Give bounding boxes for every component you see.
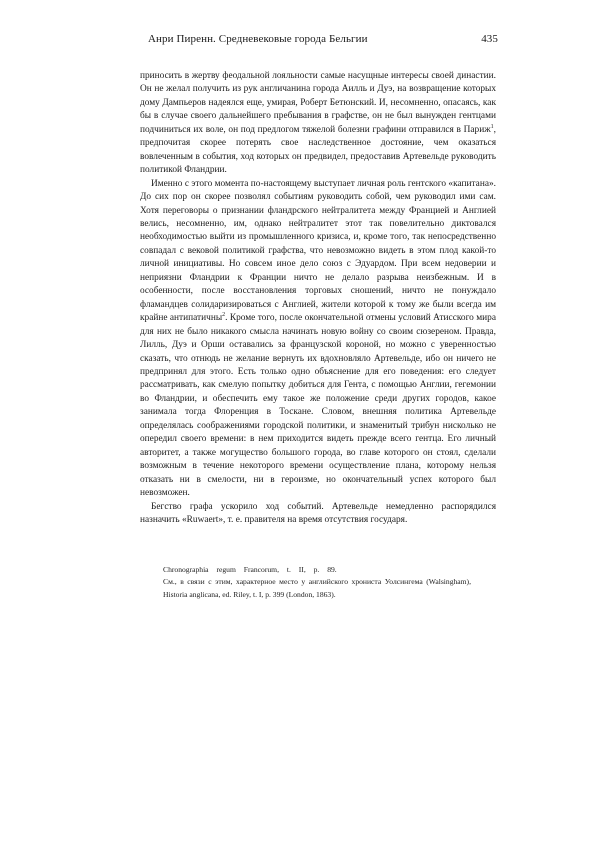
footnote-1: Chronographia regum Francorum, t. II, p. 89. [163, 565, 337, 574]
footnote-2: См., в связи с этим, характерное место у английского хрониста Уолсингема (Walsingham), Historia anglicana, ed. Riley, t. I, p. 399 (London, 1863). [163, 577, 471, 599]
footnote-ref-2: 2 [222, 312, 226, 319]
main-text [140, 70, 496, 527]
page-number: 435 [481, 33, 498, 45]
running-title: Анри Пиренн. Средневековые города Бельгии [148, 33, 368, 45]
paragraph-1 [140, 70, 496, 178]
paragraph-3: Бегство графа ускорило ход событий. Артевельде немедленно распорядился назначить «Ruwaert», т. е. правителя на время отсутствия государя. [140, 501, 496, 525]
footnote-ref-1: 1 [490, 123, 494, 130]
paragraph-2 [140, 178, 496, 501]
paragraph-1-text-b: , предпочитая скорее потерять свое наследственное достояние, чем оказаться вовлеченным в события, ход которых он предвидел, предоставив Артевельде руководить политикой Фландрии. [140, 124, 496, 176]
footnotes [163, 564, 471, 601]
page-header [148, 33, 498, 45]
paragraph-2-text-b: . Кроме того, после окончательной отмены условий Атисского мира для них не было никакого смысла начинать новую войну со своим сюзереном. Правда, Лилль, Дуэ и Орши оставались за французской короной, но можно с уверенностью сказать, что отнюдь не желание вернуть их вдохновляло Артевельде, ибо он ничего не предпринял для этого. Есть только одно объяснение для его поведения: его следует рассматривать, как смелую попытку добиться для Гента, с помощью Англии, гегемонии во Фландрии, и обеспечить ему такое же положение среди других городов, какое занимала тогда Флоренция в Тоскане. Словом, внешняя политика Артевельде определялась соображениями городской политики, и знаменитый трибун нисколько не опередил своего времени: в нем приходится видеть прежде всего гентца. Его личный авторитет, а также могущество большого города, во главе которого он стоял, сделали возможным в течение некоторого времени осуществление плана, которому нельзя отказать ни в смелости, ни в героизме, но окончательный успех которого был невозможен. [140, 313, 496, 499]
paragraph-2-text-a: Именно с этого момента по-настоящему выступает личная роль гентского «капитана». До сих пор он скорее позволял событиям руководить собой, чем руководил ими сам. Хотя переговоры о признании фландрского нейтралитета между Францией и Англией велись, несомненно, им, однако нейтралитет этот так повелительно диктовался необходимостью выйти из промышленного кризиса, и, кроме того, так непосредственно совпадал с вековой политикой графства, что невозможно видеть в этом плод какой-то личной инициативы. Но совсем иное дело союз с Эдуардом. При всем недоверии и неприязни Фландрии к Франции ничто не делало разрыва неизбежным. И в особенности, после восстановления торговых сношений, ничто не понуждало фламандцев солидаризироваться с Англией, жители которой к тому же были всегда им крайне антипатичны [140, 178, 496, 324]
paragraph-1-text-a: приносить в жертву феодальной лояльности самые насущные интересы своей династии. Он не желал получить из рук англичанина города Аилль и Дуэ, на возвращение которых дому Дампьеров надеялся еще, умирая, Роберт Бетюнский. И, несомненно, опасаясь, как бы в случае своего дальнейшего пребывания в графстве, он не был вынужден гентцами подчиниться их воле, он под предлогом тяжелой болезни графини отправился в Париж [140, 71, 496, 135]
